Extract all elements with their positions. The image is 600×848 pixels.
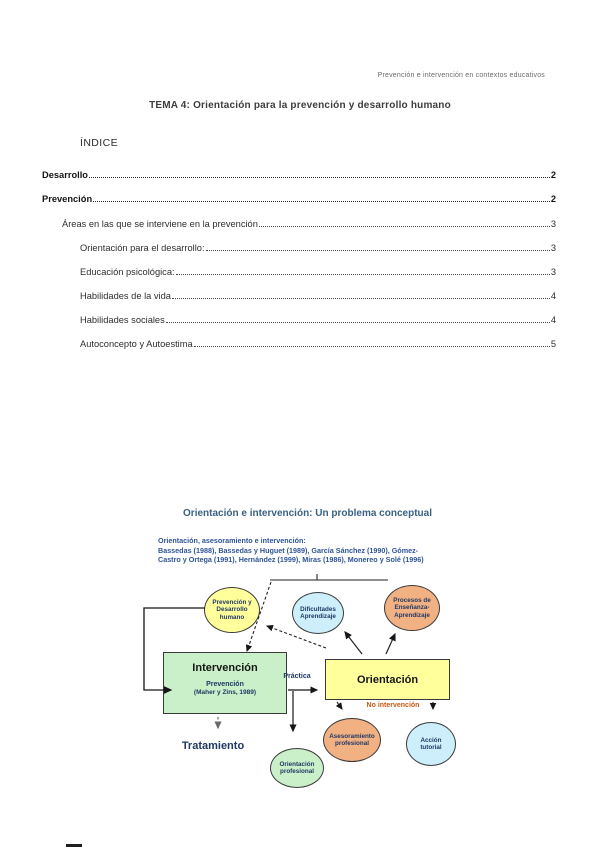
running-header: Prevención e intervención en contextos educativos [377,72,545,79]
arrow-orientacion-to-procesos [386,634,395,654]
node-accion-tutorial [406,722,456,766]
toc-page-number: 2 [550,194,556,204]
index-heading: ÍNDICE [80,137,118,149]
node-label-line: profesional [335,740,369,747]
toc-page-number: 3 [550,219,556,229]
toc-entry-habilidades-vida[interactable] [42,288,556,301]
table-of-contents [42,0,556,400]
bracket-line [270,574,388,580]
toc-dot-leader [194,346,550,347]
toc-dot-leader [206,250,550,251]
node-dificultades-aprendizaje [292,592,344,634]
toc-entry-prevencion[interactable] [42,191,556,204]
toc-dot-leader [166,322,550,323]
toc-dot-leader [89,177,550,178]
citation-line: Castro y Ortega (1991), Hernández (1999), Miras (1986), Monereo y Solé (1996) [158,555,424,565]
node-intervencion [163,652,287,714]
dashed-arrow-to-asesoramiento [337,702,342,709]
page-title: TEMA 4: Orientación para la prevención y desarrollo humano [149,100,451,111]
toc-dot-leader [93,201,550,202]
node-label-line: Enseñanza- [394,604,430,612]
node-asesoramiento-profesional [323,718,381,762]
toc-dot-leader [176,274,550,275]
toc-page-number: 3 [550,243,556,253]
label-tratamiento: Tratamiento [181,740,245,752]
node-label-line: Aprendizaje [300,613,336,620]
node-label-line: Desarrollo [216,606,248,614]
arrow-orientacion-to-dificultades [345,632,362,654]
toc-page-number: 4 [550,291,556,301]
node-label-line: Prevención y [212,598,252,606]
node-label-line: Dificultades [300,605,336,613]
node-label-line: Aprendizaje [394,611,430,619]
node-procesos-ensenanza-aprendizaje [384,585,440,631]
toc-entry-autoconcepto[interactable] [42,336,556,349]
toc-page-number: 4 [550,315,556,325]
toc-label: Orientación para el desarrollo: [80,243,205,253]
toc-dot-leader [259,226,550,227]
citation-heading: Orientación, asesoramiento e intervención: [158,536,306,545]
toc-label: Autoconcepto y Autoestima [80,339,193,349]
toc-entry-orientacion-desarrollo[interactable] [42,240,556,253]
toc-label: Educación psicológica: [80,267,175,277]
toc-entry-desarrollo[interactable] [42,167,556,180]
node-label-line: Asesoramiento [329,732,375,740]
node-label-line: Acción [420,736,442,744]
node-label-line: tutorial [420,744,442,751]
toc-entry-habilidades-sociales[interactable] [42,312,556,325]
node-label-line: Procesos de [393,596,431,604]
node-citation: (Maher y Zins, 1989) [193,689,257,696]
toc-entry-educacion[interactable] [42,264,556,277]
toc-label: Habilidades de la vida [80,291,171,301]
diagram-citation [158,536,468,565]
diagram-title: Orientación e intervención: Un problema conceptual [183,508,432,519]
toc-label: Habilidades sociales [80,315,165,325]
toc-label: Áreas en las que se interviene en la prevención [62,219,258,229]
toc-dot-leader [172,298,550,299]
node-label-line: profesional [280,768,314,775]
toc-page-number: 3 [550,267,556,277]
node-orientacion [325,659,450,700]
node-title: Intervención [192,662,258,674]
node-title: Orientación [356,673,419,686]
node-subtitle: Prevención [206,681,244,688]
toc-entry-areas[interactable] [42,216,556,229]
node-orientacion-profesional [270,748,324,788]
toc-label: Desarrollo [42,170,88,180]
node-prevencion-desarrollo-humano [204,587,260,633]
page-break-mark [66,844,82,847]
label-practica: Práctica [283,673,311,680]
toc-page-number: 2 [550,170,556,180]
node-label-line: Orientación [279,760,315,768]
label-no-intervencion: No intervención [366,702,420,709]
toc-label: Prevención [42,194,93,204]
toc-page-number: 5 [550,339,556,349]
citation-line: Bassedas (1988), Bassedas y Huguet (1989), García Sánchez (1990), Gómez- [158,545,419,555]
node-label-line: humano [219,613,245,621]
